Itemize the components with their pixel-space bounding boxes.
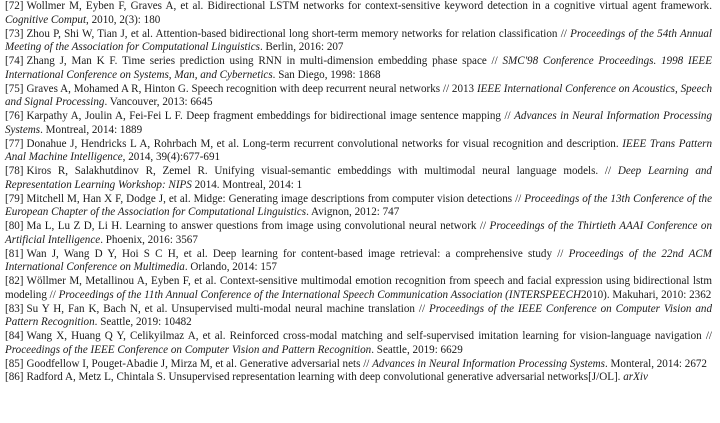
reference-tail: . Montreal, 2014: 1889 (40, 123, 143, 136)
reference-tail: . Seattle, 2019: 10482 (94, 316, 192, 329)
reference-79 (5, 193, 712, 221)
reference-76 (5, 110, 712, 138)
reference-75 (5, 83, 712, 111)
reference-tail: . San Diego, 1998: 1868 (272, 68, 381, 81)
reference-text: Donahue J, Hendricks L A, Rohrbach M, et al. Long-term recurrent convolutional networks for visual recognition and description. (26, 137, 623, 150)
reference-venue: Proceedings of the 13th Conference of the European Chapter of the Association for Computational Linguistics (5, 192, 712, 219)
reference-77 (5, 138, 712, 166)
reference-text: Zhou P, Shi W, Tian J, et al. Attention-based bidirectional long short-term memory networks for relation classification // (26, 27, 571, 40)
reference-text: Su Y H, Fan K, Bach N, et al. Unsupervised multi-modal neural machine translation // (26, 302, 429, 315)
reference-86 (5, 371, 712, 385)
reference-venue: arXiv (623, 371, 648, 384)
reference-tail: , 2014, 39(4):677-691 (122, 151, 221, 164)
reference-number: [75] (5, 82, 24, 95)
reference-number: [80] (5, 220, 24, 232)
reference-number: [84] (5, 330, 24, 342)
reference-text: Wöllmer M, Metallinou A, Eyben F, et al. Context-sensitive multimodal emotion recognition from speech and facial expression using bidirectional lstm modeling // (5, 275, 712, 301)
reference-text: Graves A, Mohamed A R, Hinton G. Speech recognition with deep recurrent neural networks // 2013 (26, 82, 477, 95)
reference-text: Zhang J, Man K F. Time series prediction using RNN in multi-dimension embedding phase space // (26, 55, 503, 67)
reference-text: Wang X, Huang Q Y, Celikyilmaz A, et al. Reinforced cross-modal matching and self-supervised imitation learning for vision-language navigation // (26, 330, 712, 342)
reference-number: [82] (5, 275, 24, 287)
reference-84 (5, 330, 712, 358)
reference-venue: Proceedings of the Thirtieth AAAI Conference on Artificial Intelligence (5, 220, 712, 246)
reference-venue: Advances in Neural Information Processing Systems (5, 110, 712, 136)
reference-81 (5, 248, 712, 276)
reference-venue: Proceedings of the 11th Annual Conference of the International Speech Communication Association (INTERSPEECH (58, 288, 581, 301)
reference-number: [83] (5, 302, 24, 315)
reference-tail: . Vancouver, 2013: 6645 (104, 96, 213, 109)
reference-text: Ma L, Lu Z D, Li H. Learning to answer questions from image using convolutional neural network // (26, 220, 490, 232)
reference-85 (5, 358, 712, 372)
reference-tail: . Phoenix, 2016: 3567 (100, 233, 198, 246)
reference-text: Goodfellow I, Pouget-Abadie J, Mirza M, et al. Generative adversarial nets // (26, 357, 373, 370)
reference-venue: Deep Learning and Representation Learning Workshop: NIPS (5, 165, 712, 191)
reference-venue: Proceedings of the 22nd ACM International Conference on Multimedia (5, 247, 712, 274)
reference-text: Mitchell M, Han X F, Dodge J, et al. Midge: Generating image descriptions from computer vision detections // (26, 192, 525, 205)
reference-number: [74] (5, 55, 24, 67)
reference-number: [79] (5, 192, 24, 205)
reference-74 (5, 55, 712, 83)
reference-text: Karpathy A, Joulin A, Fei-Fei L F. Deep fragment embeddings for bidirectional image sentence mapping // (26, 110, 515, 122)
reference-number: [86] (5, 371, 24, 384)
reference-venue: Proceedings of the IEEE Conference on Computer Vision and Pattern Recognition (5, 302, 712, 329)
reference-tail: . Avignon, 2012: 747 (306, 206, 400, 219)
reference-80 (5, 220, 712, 248)
reference-text: Kiros R, Salakhutdinov R, Zemel R. Unifying visual-semantic embeddings with multimodal neural language models. // (26, 165, 618, 177)
reference-73 (5, 28, 712, 56)
reference-82 (5, 275, 712, 303)
reference-number: [77] (5, 137, 24, 150)
reference-tail: . Berlin, 2016: 207 (259, 41, 344, 54)
reference-venue: IEEE International Conference on Acoustics, Speech and Signal Processing (5, 82, 712, 109)
reference-venue: Cognitive Comput (5, 13, 87, 26)
reference-number: [78] (5, 165, 24, 177)
reference-text: Radford A, Metz L, Chintala S. Unsupervised representation learning with deep convolutional generative adversarial networks[J/OL]. (26, 371, 624, 384)
reference-number: [81] (5, 247, 24, 260)
reference-text: Wollmer M, Eyben F, Graves A, et al. Bidirectional LSTM networks for context-sensitive keyword detection in a cognitive virtual agent framework. (26, 0, 712, 12)
reference-tail: 2010). Makuhari, 2010: 2362 (580, 288, 712, 301)
reference-tail: 2014. Montreal, 2014: 1 (191, 178, 303, 191)
reference-tail: . Monteral, 2014: 2672 (604, 357, 707, 370)
reference-number: [73] (5, 27, 24, 40)
reference-text: Wan J, Wang D Y, Hoi S C H, et al. Deep learning for content-based image retrieval: a comprehensive study // (26, 247, 569, 260)
reference-tail: . Seattle, 2019: 6629 (371, 343, 463, 356)
reference-72 (5, 0, 712, 28)
reference-tail: , 2010, 2(3): 180 (86, 13, 161, 26)
reference-number: [76] (5, 110, 24, 122)
reference-83 (5, 303, 712, 331)
reference-venue: Advances in Neural Information Processing Systems (372, 357, 605, 370)
reference-venue: SMC'98 Conference Proceedings. 1998 IEEE International Conference on Systems, Man, and Cybernetics (5, 55, 712, 81)
reference-number: [85] (5, 357, 24, 370)
reference-venue: Proceedings of the IEEE Conference on Computer Vision and Pattern Recognition (5, 343, 372, 356)
reference-number: [72] (5, 0, 24, 12)
reference-venue: Proceedings of the 54th Annual Meeting of the Association for Computational Linguistics (5, 27, 712, 54)
reference-tail: . Orlando, 2014: 157 (184, 261, 277, 274)
reference-venue: IEEE Trans Pattern Anal Machine Intelligence (5, 137, 712, 164)
reference-list (5, 0, 712, 385)
reference-78 (5, 165, 712, 193)
